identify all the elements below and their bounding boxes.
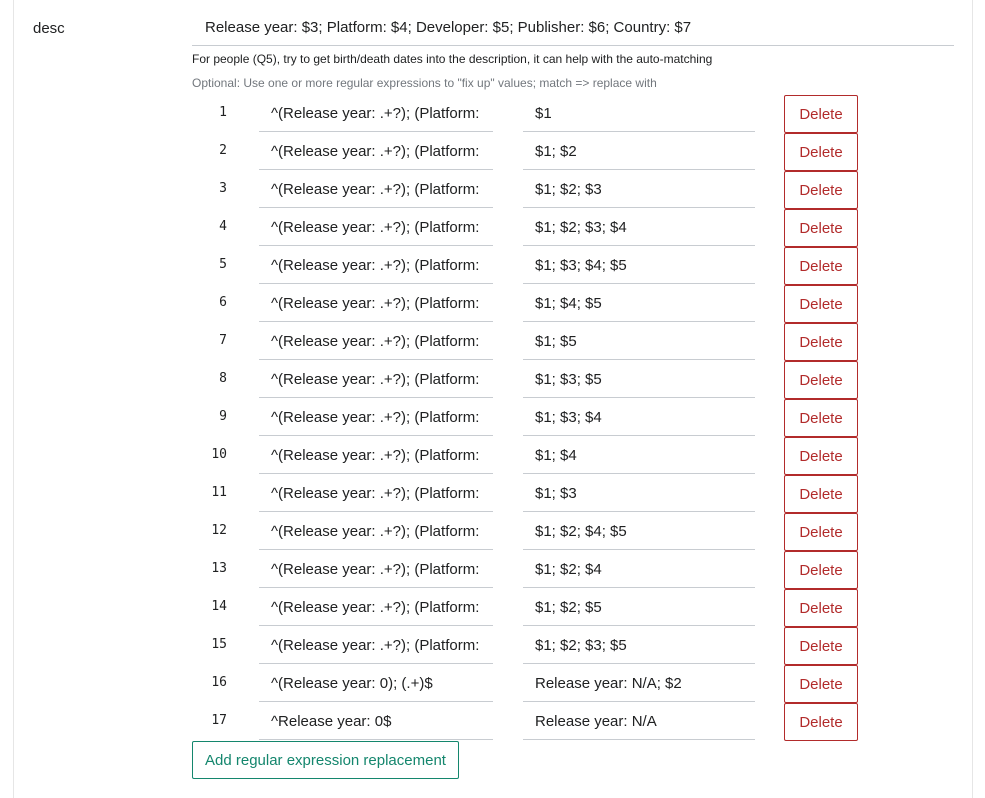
regex-replacement-input[interactable] <box>523 589 755 626</box>
delete-button[interactable]: Delete <box>784 665 858 703</box>
regex-replacement-input[interactable] <box>523 95 755 132</box>
regex-row <box>0 665 985 703</box>
regex-replacement-input[interactable] <box>523 361 755 398</box>
regex-row <box>0 475 985 513</box>
regex-pattern-input[interactable] <box>259 551 493 588</box>
delete-button[interactable]: Delete <box>784 95 858 133</box>
delete-button[interactable]: Delete <box>784 399 858 437</box>
delete-button[interactable]: Delete <box>784 323 858 361</box>
regex-pattern-input[interactable] <box>259 323 493 360</box>
regex-replacement-input[interactable] <box>523 171 755 208</box>
regex-replacement-input[interactable] <box>523 399 755 436</box>
row-number: 5 <box>219 257 227 272</box>
regex-replacement-input[interactable] <box>523 209 755 246</box>
row-number: 10 <box>211 447 227 462</box>
row-number: 7 <box>219 333 227 348</box>
regex-replacement-input[interactable] <box>523 513 755 550</box>
regex-pattern-input[interactable] <box>259 133 493 170</box>
row-number: 9 <box>219 409 227 424</box>
regex-row <box>0 247 985 285</box>
regex-replacement-input[interactable] <box>523 551 755 588</box>
regex-row <box>0 285 985 323</box>
regex-replacement-input[interactable] <box>523 247 755 284</box>
regex-optional-note: Optional: Use one or more regular expressions to "fix up" values; match => replace with <box>192 76 657 90</box>
regex-pattern-input[interactable] <box>259 361 493 398</box>
row-number: 17 <box>211 713 227 728</box>
regex-replacement-input[interactable] <box>523 323 755 360</box>
delete-button[interactable]: Delete <box>784 171 858 209</box>
regex-pattern-input[interactable] <box>259 513 493 550</box>
row-number: 6 <box>219 295 227 310</box>
regex-row <box>0 399 985 437</box>
delete-button[interactable]: Delete <box>784 551 858 589</box>
delete-button[interactable]: Delete <box>784 361 858 399</box>
row-number: 16 <box>211 675 227 690</box>
delete-button[interactable]: Delete <box>784 475 858 513</box>
regex-pattern-input[interactable] <box>259 627 493 664</box>
row-number: 14 <box>211 599 227 614</box>
regex-row <box>0 171 985 209</box>
row-number: 1 <box>219 105 227 120</box>
regex-pattern-input[interactable] <box>259 665 493 702</box>
regex-replacement-input[interactable] <box>523 285 755 322</box>
regex-row <box>0 551 985 589</box>
delete-button[interactable]: Delete <box>784 133 858 171</box>
regex-row <box>0 95 985 133</box>
regex-replacement-input[interactable] <box>523 627 755 664</box>
regex-row <box>0 627 985 665</box>
regex-row <box>0 133 985 171</box>
add-regex-replacement-button[interactable]: Add regular expression replacement <box>192 741 459 779</box>
row-number: 13 <box>211 561 227 576</box>
regex-row <box>0 209 985 247</box>
delete-button[interactable]: Delete <box>784 627 858 665</box>
regex-pattern-input[interactable] <box>259 703 493 740</box>
regex-replacement-input[interactable] <box>523 437 755 474</box>
row-number: 4 <box>219 219 227 234</box>
description-template-input[interactable] <box>192 10 954 46</box>
regex-row <box>0 513 985 551</box>
row-number: 11 <box>211 485 227 500</box>
row-number: 8 <box>219 371 227 386</box>
regex-pattern-input[interactable] <box>259 475 493 512</box>
delete-button[interactable]: Delete <box>784 209 858 247</box>
regex-pattern-input[interactable] <box>259 209 493 246</box>
delete-button[interactable]: Delete <box>784 247 858 285</box>
regex-pattern-input[interactable] <box>259 589 493 626</box>
regex-row <box>0 589 985 627</box>
regex-replacement-input[interactable] <box>523 703 755 740</box>
regex-pattern-input[interactable] <box>259 437 493 474</box>
delete-button[interactable]: Delete <box>784 285 858 323</box>
regex-replacement-list <box>0 95 985 741</box>
regex-pattern-input[interactable] <box>259 95 493 132</box>
row-number: 15 <box>211 637 227 652</box>
delete-button[interactable]: Delete <box>784 437 858 475</box>
row-number: 2 <box>219 143 227 158</box>
regex-pattern-input[interactable] <box>259 399 493 436</box>
regex-replacement-input[interactable] <box>523 133 755 170</box>
regex-pattern-input[interactable] <box>259 285 493 322</box>
delete-button[interactable]: Delete <box>784 703 858 741</box>
regex-row <box>0 437 985 475</box>
delete-button[interactable]: Delete <box>784 513 858 551</box>
regex-replacement-input[interactable] <box>523 665 755 702</box>
regex-pattern-input[interactable] <box>259 247 493 284</box>
field-label: desc <box>33 20 65 37</box>
regex-row <box>0 703 985 741</box>
description-hint: For people (Q5), try to get birth/death dates into the description, it can help with the auto-matching <box>192 52 713 66</box>
delete-button[interactable]: Delete <box>784 589 858 627</box>
regex-row <box>0 361 985 399</box>
row-number: 3 <box>219 181 227 196</box>
regex-row <box>0 323 985 361</box>
row-number: 12 <box>211 523 227 538</box>
regex-replacement-input[interactable] <box>523 475 755 512</box>
regex-pattern-input[interactable] <box>259 171 493 208</box>
